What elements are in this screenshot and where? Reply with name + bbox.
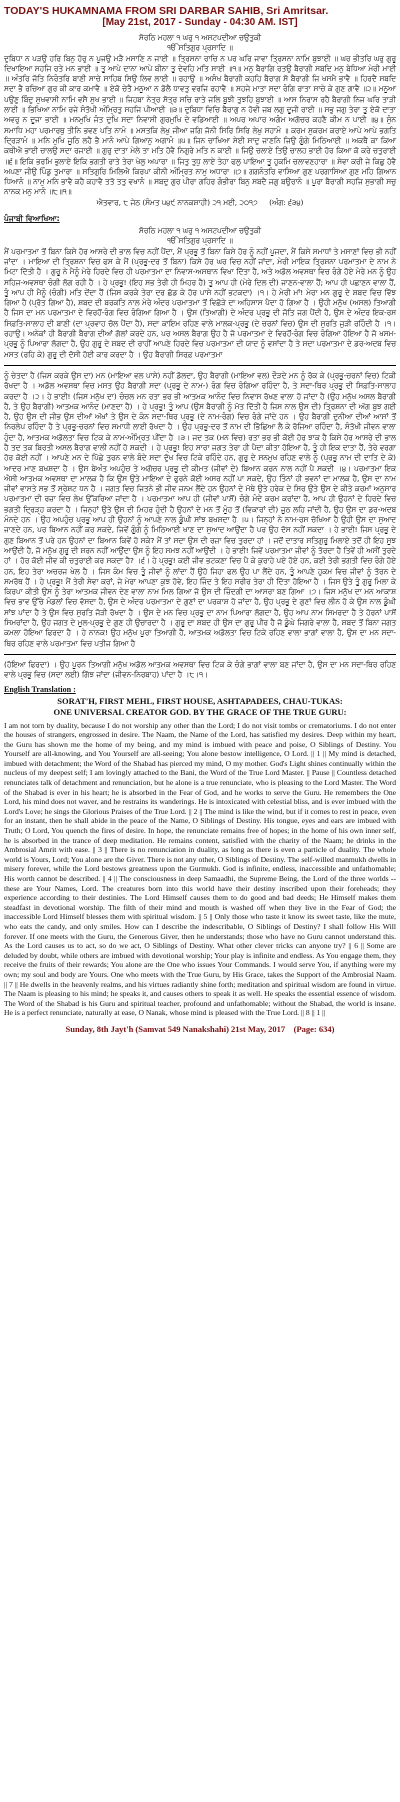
gurbani-date-row — [4, 198, 396, 208]
punjabi-paragraph-3: (ਹੋਇਆ ਫਿਰਦਾ) । ਉਹ ਪੂਰਨ ਤਿਆਗੀ ਮਨੁੱਖ ਅਡੋਲ ਆਤਮਕ ਅਵਸਥਾ ਵਿਚ ਟਿਕ ਕੇ ਚੰਗੇ ਭਾਗਾਂ ਵਾਲਾ ਬਣ ਜਾਂਦਾ ਹੈ, ਉਸ ਦਾ ਮਨ ਸਦਾ-ਥਿਰ ਰਹਿਣ ਵਾਲੇ ਪ੍ਰਭੂ ਵਿਚ (ਸਦਾ ਲਈ) ਗਿੱਝ ਜਾਂਦਾ (ਜੀਵਨ-ਨਿਰਬਾਹ) ਪਾਂਦਾ ਹੈ ।੮।੧। — [4, 659, 396, 680]
english-sub-heading-1: SORAT'H, FIRST MEHL, FIRST HOUSE, ASHTAPADEES, CHAU-TUKAS: — [57, 695, 343, 706]
gurbani-invocation: ੴ ਸਤਿਗੁਰ ਪ੍ਰਸਾਦਿ ॥ — [167, 43, 233, 53]
footer-page-ref: (Page: 634) — [293, 1023, 335, 1034]
punjabi-paragraph-1: ਮੈਂ ਪਰਮਾਤਮਾ ਤੋਂ ਬਿਨਾ ਕਿਸੇ ਹੋਰ ਆਸਰੇ ਦੀ ਭਾਲ ਵਿਚ ਨਹੀਂ ਪੈਂਦਾ, ਮੈਂ ਪ੍ਰਭੂ ਤੋਂ ਬਿਨਾ ਕਿਸੇ ਹੋਰ ਨੂੰ ਨਹੀਂ ਪੂਜਦਾ, ਮੈਂ ਕਿਸੇ ਸਮਾਧਾਂ ਤੇ ਮਸਾਣਾਂ ਵਿਚ ਭੀ ਨਹੀਂ ਜਾਂਦਾ । ਮਾਇਆ ਦੀ ਤ੍ਰਿਸ਼ਨਾ ਵਿਚ ਫਸ ਕੇ ਮੈਂ (ਪ੍ਰਭੂ-ਦਰ ਤੋਂ ਬਿਨਾ) ਕਿਸੇ ਹੋਰ ਘਰ ਵਿਚ ਨਹੀਂ ਜਾਂਦਾ, ਮੇਰੀ ਮਾਇਕ ਤ੍ਰਿਸ਼ਨਾ ਪਰਮਾਤਮਾ ਦੇ ਨਾਮ ਨੇ ਮਿਟਾ ਦਿੱਤੀ ਹੈ । ਗੁਰੂ ਨੇ ਮੈਨੂੰ ਮੇਰੇ ਹਿਰਦੇ ਵਿਚ ਹੀ ਪਰਮਾਤਮਾ ਦਾ ਨਿਵਾਸ-ਅਸਥਾਨ ਵਿਖਾ ਦਿੱਤਾ ਹੈ, ਅਤੇ ਅਡੋਲ ਅਵਸਥਾ ਵਿਚ ਰੰਗੇ ਹੋਏ ਮੇਰੇ ਮਨ ਨੂੰ ਉਹ ਸਹਿਜ-ਅਵਸਥਾ ਚੰਗੀ ਲੱਗ ਰਹੀ ਹੈ । ਹੇ ਪ੍ਰਭੂ! (ਇਹ ਸਭ ਤੇਰੀ ਹੀ ਮਿਹਰ ਹੈ) ਤੂ ਆਪ ਹੀ (ਮੇਰੇ ਦਿਲ ਦੀ) ਜਾਣਨ-ਵਾਲਾ ਹੈਂ; ਆਪ ਹੀ ਪਛਾਣਨ ਵਾਲਾ ਹੈਂ, ਤੂੰ ਆਪ ਹੀ ਮੈਨੂੰ (ਚੰਗੀ) ਮਤਿ ਦੇਂਦਾ ਹੈਂ (ਜਿਸ ਕਰਕੇ ਤੇਰਾ ਦਰ ਛੱਡ ਕੇ ਹੋਰ ਪਾਸੇ ਨਹੀਂ ਭਟਕਦਾ) ।੧। ਹੇ ਮੇਰੀ ਮਾਂ! ਮੇਰਾ ਮਨ ਗੁਰੂ ਦੇ ਸ਼ਬਦ ਵਿਚ ਵਿੱਝ ਗਿਆ ਹੈ (ਪ੍ਰੋਤ ਗਿਆ ਹੈ), ਸ਼ਬਦ ਦੀ ਬਰਕਤਿ ਨਾਲ ਮੇਰੇ ਅੰਦਰ ਪਰਮਾਤਮਾ ਤੋਂ ਵਿਛੋੜੇ ਦਾ ਅਹਿਸਾਸ ਪੈਦਾ ਹੋ ਗਿਆ ਹੈ । ਉਹੀ ਮਨੁੱਖ (ਅਸਲ) ਤਿਆਗੀ ਹੈ ਜਿਸ ਦਾ ਮਨ ਪਰਮਾਤਮਾ ਦੇ ਵਿਰਹੋਂ-ਰੰਗ ਵਿਚ ਰੰਗਿਆ ਗਿਆ ਹੈ । ਉਸ (ਤਿਆਗੀ) ਦੇ ਅੰਦਰ ਪ੍ਰਭੂ ਦੀ ਜੋਤਿ ਜਗ ਪੈਂਦੀ ਹੈ, ਉਸ ਦੇ ਅੰਦਰ ਇਕ-ਰਸ ਸਿਫ਼ਤਿ-ਸਾਲਾਹ ਦੀ ਬਾਣੀ (ਦਾ ਪ੍ਰਵਾਹ ਚੱਲ ਪੈਂਦਾ ਹੈ), ਸਦਾ ਕਾਇਮ ਰਹਿਣ ਵਾਲੇ ਮਾਲਕ-ਪ੍ਰਭੂ (ਦੇ ਚਰਨਾਂ ਵਿਚ) ਉਸ ਦੀ ਸੁਰਤਿ ਜੁੜੀ ਰਹਿੰਦੀ ਹੈ ।੧।ਰਹਾਉ। ਅਨੇਕਾਂ ਹੀ ਬੈਰਾਗੀ ਬੈਰਾਗ ਦੀਆਂ ਗੱਲਾਂ ਕਰਦੇ ਹਨ, ਪਰ ਅਸਲ ਬੈਰਾਗ ਉਹ ਹੈ ਜੋ ਪਰਮਾਤਮਾ ਦੇ ਵਿਰਹੋਂ-ਰੰਗ ਵਿਚ ਰੰਗਿਆ ਹੋਇਆ ਹੈ ਜੋ ਖਸਮ-ਪ੍ਰਭੂ ਨੂੰ ਪਿਆਰਾ ਲੱਗਦਾ ਹੈ, ਉਹ ਗੁਰੂ ਦੇ ਸ਼ਬਦ ਦੀ ਰਾਹੀਂ ਆਪਣੇ ਹਿਰਦੇ ਵਿਚ ਪਰਮਾਤਮਾ ਦੀ ਯਾਦ ਨੂੰ ਵਸਾਂਦਾ ਹੈ ਤੇ ਸਦਾ ਪਰਮਾਤਮਾ ਦੇ ਡਰ-ਅਦਬ ਵਿਚ ਮਸਤ (ਰਹਿ ਕੇ) ਗੁਰੂ ਦੀ ਦੱਸੀ ਹੋਈ ਕਾਰ ਕਰਦਾ ਹੈ । ਉਹ ਬੈਰਾਗੀ ਸਿਰਫ਼ ਪਰਮਾਤਮਾ — [4, 246, 397, 359]
gurbani-text: ਦੁਬਿਧਾ ਨ ਪੜਉ ਹਰਿ ਬਿਨੁ ਹੋਰੁ ਨ ਪੂਜਉ ਮੜੈ ਮਸਾਣਿ ਨ ਜਾਈ ॥ ਤ੍ਰਿਸਨਾ ਰਾਚਿ ਨ ਪਰ ਘਰਿ ਜਾਵਾ ਤ੍ਰਿਸਨਾ ਨਾਮਿ ਬੁਝਾਈ ॥ ਘਰ ਭੀਤਰਿ ਘਰੁ ਗੁਰੂ ਦਿਖਾਇਆ ਸਹਜਿ ਰਤੇ ਮਨ ਭਾਈ ॥ ਤੂ ਆਪੇ ਦਾਨਾ ਆਪੇ ਬੀਨਾ ਤੂ ਦੇਵਹਿ ਮਤਿ ਸਾਈ ॥੧॥ ਮਨੁ ਬੈਰਾਗਿ ਰਤਉ ਬੈਰਾਗੀ ਸਬਦਿ ਮਨੁ ਬੇਧਿਆ ਮੇਰੀ ਮਾਈ ॥ ਅੰਤਰਿ ਜੋਤਿ ਨਿਰੰਤਰਿ ਬਾਣੀ ਸਾਚੇ ਸਾਹਿਬ ਸਿਉ ਲਿਵ ਲਾਈ ॥ ਰਹਾਉ ॥ ਅਸੰਖ ਬੈਰਾਗੀ ਕਹਹਿ ਬੈਰਾਗ ਸੋ ਬੈਰਾਗੀ ਜਿ ਖਸਮੈ ਭਾਵੈ ॥ ਹਿਰਦੈ ਸਬਦਿ ਸਦਾ ਭੈ ਰਚਿਆ ਗੁਰ ਕੀ ਕਾਰ ਕਮਾਵੈ ॥ ਏਕੋ ਚੇਤੈ ਮਨੂਆ ਨ ਡੋਲੈ ਧਾਵਤੁ ਵਰਜਿ ਰਹਾਵੈ ॥ ਸਹਜੇ ਮਾਤਾ ਸਦਾ ਰੰਗਿ ਰਾਤਾ ਸਾਚੇ ਕੇ ਗੁਣ ਗਾਵੈ ॥੨॥ ਮਨੂਆ ਪਉਣੁ ਬਿੰਦੁ ਸੁਖਵਾਸੀ ਨਾਮਿ ਵਸੈ ਸੁਖ ਭਾਈ ॥ ਜਿਹਬਾ ਨੇਤ੍ਰ ਸੋਤ੍ਰ ਸਚਿ ਰਾਤੇ ਜਲਿ ਬੂਝੀ ਤੁਝਹਿ ਬੁਝਾਈ ॥ ਆਸ ਨਿਰਾਸ ਰਹੈ ਬੈਰਾਗੀ ਨਿਜ ਘਰਿ ਤਾੜੀ ਲਾਈ ॥ ਭਿਖਿਆ ਨਾਮਿ ਰਜੇ ਸੰਤੋਖੀ ਅੰਮ੍ਰਿਤੁ ਸਹਜਿ ਪੀਆਈ ॥੩॥ ਦੁਬਿਧਾ ਵਿਚਿ ਬੈਰਾਗੁ ਨ ਹੋਵੀ ਜਬ ਲਗੁ ਦੂਜੀ ਰਾਈ ॥ ਸਭੁ ਜਗੁ ਤੇਰਾ ਤੂ ਏਕੋ ਦਾਤਾ ਅਵਰੁ ਨ ਦੂਜਾ ਭਾਈ ॥ ਮਨਮੁਖਿ ਜੰਤ ਦੁਖਿ ਸਦਾ ਨਿਵਾਸੀ ਗੁਰਮੁਖਿ ਦੇ ਵਡਿਆਈ ॥ ਅਪਰ ਅਪਾਰ ਅਗੰਮ ਅਗੋਚਰ ਕਹਣੈ ਕੀਮ ਨ ਪਾਈ ॥੪॥ ਸੁੰਨ ਸਮਾਧਿ ਮਹਾ ਪਰਮਾਰਥੁ ਤੀਨਿ ਭਵਣ ਪਤਿ ਨਾਮੰ ॥ ਮਸਤਕਿ ਲੇਖੁ ਜੀਆ ਜਗਿ ਜੋਨੀ ਸਿਰਿ ਸਿਰਿ ਲੇਖੁ ਸਹਾਮੰ ॥ ਕਰਮ ਸੁਕਰਮ ਕਰਾਏ ਆਪੇ ਆਪੇ ਭਗਤਿ ਦ੍ਰਿੜਾਮੰ ॥ ਮਨਿ ਮੁਖਿ ਜੂਠਿ ਲਹੈ ਭੈ ਮਾਨੰ ਆਪੇ ਗਿਆਨੁ ਅਗਾਮੰ ॥੫॥ ਜਿਨ ਚਾਖਿਆ ਸੇਈ ਸਾਦੁ ਜਾਣਨਿ ਜਿਉ ਗੂੰਗੇ ਮਿਠਿਆਈ ॥ ਅਕਥੈ ਕਾ ਕਿਆ ਕਥੀਐ ਭਾਈ ਚਾਲਉ ਸਦਾ ਰਜਾਈ ॥ ਗੁਰੁ ਦਾਤਾ ਮੇਲੇ ਤਾ ਮਤਿ ਹੋਵੈ ਨਿਗੁਰੇ ਮਤਿ ਨ ਕਾਈ ॥ ਜਿਉ ਚਲਾਏ ਤਿਉ ਚਾਲਹ ਭਾਈ ਹੋਰ ਕਿਆ ਕੋ ਕਰੇ ਚਤੁਰਾਈ ॥੬॥ ਇਕਿ ਭਰਮਿ ਭੁਲਾਏ ਇਕਿ ਭਗਤੀ ਰਾਤੇ ਤੇਰਾ ਖੇਲੁ ਅਪਾਰਾ ॥ ਜਿਤੁ ਤੁਧੁ ਲਾਏ ਤੇਹਾ ਫਲੁ ਪਾਇਆ ਤੂ ਹੁਕਮਿ ਚਲਾਵਣਹਾਰਾ ॥ ਸੇਵਾ ਕਰੀ ਜੇ ਕਿਛੁ ਹੋਵੈ ਅਪਣਾ ਜੀਉ ਪਿੰਡੁ ਤੁਮਾਰਾ ॥ ਸਤਿਗੁਰਿ ਮਿਲਿਐ ਕਿਰਪਾ ਕੀਨੀ ਅੰਮ੍ਰਿਤ ਨਾਮੁ ਅਧਾਰਾ ॥੭॥ ਗਗਨੰਤਰਿ ਵਾਸਿਆ ਗੁਣ ਪਰਗਾਸਿਆ ਗੁਣ ਮਹਿ ਗਿਆਨ ਧਿਆਨੰ ॥ ਨਾਮੁ ਮਨਿ ਭਾਵੈ ਕਹੈ ਕਹਾਵੈ ਤਤੋ ਤਤੁ ਵਖਾਨੰ ॥ ਸਬਦੁ ਗੁਰ ਪੀਰਾ ਗਹਿਰ ਗੰਭੀਰਾ ਬਿਨੁ ਸਬਦੈ ਜਗੁ ਬਉਰਾਨੰ ॥ ਪੂਰਾ ਬੈਰਾਗੀ ਸਹਜਿ ਸੁਭਾਗੀ ਸਚੁ ਨਾਨਕ ਮਨੁ ਮਾਨੰ ॥੮॥੧॥ — [4, 53, 396, 197]
punjabi-invocation: ੴ ਸਤਿਗੁਰ ਪ੍ਰਸਾਦਿ ॥ — [167, 236, 233, 246]
punjabi-sub-heading: ਸੋਰਠਿ ਮਹਲਾ ੧ ਘਰੁ ੧ ਅਸਟਪਦੀਆ ਚਉਤੁਕੀ — [138, 226, 262, 236]
english-translation: I am not torn by duality, because I do not worship any other than the Lord; I do not visit tombs or crematoriums. I do not enter the houses of strangers, engrossed in desire. The Naam, the Name of the Lord, has satisfied my desires. Deep within my heart, the Guru has shown me the home of my being, and my mind is imbued with peace and poise, O Siblings of Destiny. You Yourself are all-knowing, and You Yourself are all-seeing; You alone bestow intelligence, O Lord. || 1 || My mind is detached, imbued with detachment; the Word of the Shabad has pierced my mind, O my mother. God's Light shines continually within the nucleus of my deepest self; I am lovingly attached to the Bani, the Word of the True Lord Master. || Pause || Countless detached renunciates talk of detachment and renunciation, but he alone is a true renunciate, who is pleasing to the Lord Master. The Word of the Shabad is ever in his heart; he is absorbed in the Fear of God, and he works to serve the Guru. He remembers the One Lord, his mind does not waver, and he restrains its wanderings. He is intoxicated with celestial bliss, and is ever imbued with the Lord's Love; he sings the Glorious Praises of the True Lord. || 2 || The mind is like the wind, but if it comes to rest in peace, even for an instant, then he shall abide in the peace of the Name, O Siblings of Destiny. His tongue, eyes and ears are imbued with Truth; O Lord, You quench the fires of desire. In hope, the renunciate remains free of hopes; in the home of his own inner self, he is absorbed in the trance of deep meditation. He remains content, satisfied with the charity of the Naam; he drinks in the Ambrosial Amrit with ease. || 3 || There is no renunciation in duality, as long as there is even a particle of duality. The whole world is Yours, Lord; You alone are the Giver. There is not any other, O Siblings of Destiny. The self-willed manmukh dwells in misery forever, while the Lord bestows greatness upon the Gurmukh. God is infinite, endless, inaccessible and unfathomable; His worth cannot be described. || 4 || The consciousness in deep Samaadhi, the Supreme Being, the Lord of the three worlds -- these are Your Names, Lord. The creatures born into this world have their destiny inscribed upon their foreheads; they experience according to their destinies. The Lord Himself causes them to do good and bad deeds; He Himself makes them steadfast in devotional worship. The filth of their mind and mouth is washed off when they live in the Fear of God; the inaccessible Lord Himself blesses them with spiritual wisdom. || 5 || Only those who taste it know its sweet taste, like the mute, who eats the candy, and only smiles. How can I describe the indescribable, O Siblings of Destiny? I shall follow His Will forever. If one meets with the Guru, the Generous Giver, then he understands; those who have no Guru cannot understand this. As the Lord causes us to act, so do we act, O Siblings of Destiny. What other clever tricks can anyone try? || 6 || Some are deluded by doubt, while others are imbued with devotional worship; Your play is infinite and endless. As You engage them, they receive the fruits of their rewards; You alone are the One who issues Your Commands. I would serve You, if anything were my own; my soul and body are Yours. One who meets with the True Guru, by His Grace, takes the Support of the Ambrosial Naam. || 7 || He dwells in the heavenly realms, and his virtues radiantly shine forth; meditation and spiritual wisdom are found in virtue. The Naam is pleasing to his mind; he speaks it, and causes others to speak it as well. He speaks the essential essence of wisdom. The Word of the Shabad is his Guru and spiritual teacher, profound and unfathomable; without the Shabad, the world is insane. He is a perfect renunciate, naturally at ease, O Nanak, whose mind is pleased with the True Lord. || 8 || 1 || — [4, 720, 396, 1018]
page-subtitle: [May 21st, 2017 - Sunday - 04:30 AM. IST] — [102, 17, 298, 28]
punjabi-heading: ਪੰਜਾਬੀ ਵਿਆਖਿਆ: — [4, 214, 60, 224]
page-title: TODAY'S HUKAMNAMA FROM SRI DARBAR SAHIB, Sri Amritsar. — [4, 5, 329, 17]
divider — [4, 365, 396, 366]
gurbani-heading: ਸੋਰਠਿ ਮਹਲਾ ੧ ਘਰੁ ੧ ਅਸਟਪਦੀਆ ਚਉਤੁਕੀ — [138, 33, 262, 42]
english-sub-heading-2: ONE UNIVERSAL CREATOR GOD. BY THE GRACE OF THE TRUE GURU: — [53, 706, 347, 717]
punjabi-paragraph-2: ਨੂੰ ਚੇਤਦਾ ਹੈ (ਜਿਸ ਕਰਕੇ ਉਸ ਦਾ) ਮਨ (ਮਾਇਆ ਵਲ ਪਾਸੇ) ਨਹੀਂ ਡੋਲਦਾ, ਉਹ ਬੈਰਾਗੀ (ਮਾਇਆ ਵਲ) ਦੌੜਦੇ ਮਨ ਨੂੰ ਰੋਕ ਕੇ (ਪ੍ਰਭੂ-ਚਰਨਾਂ ਵਿਚ) ਟਿਕੀ ਰੱਖਦਾ ਹੈ । ਅਡੋਲ ਅਵਸਥਾ ਵਿਚ ਮਸਤ ਉਹ ਬੈਰਾਗੀ ਸਦਾ (ਪ੍ਰਭੂ ਦੇ ਨਾਮ-) ਰੰਗ ਵਿਚ ਰੰਗਿਆ ਰਹਿੰਦਾ ਹੈ, ਤੇ ਸਦਾ-ਥਿਰ ਪ੍ਰਭੂ ਦੀ ਸਿਫ਼ਤਿ-ਸਾਲਾਹ ਕਰਦਾ ਹੈ ।੨। ਹੇ ਭਾਈ! (ਜਿਸ ਮਨੁੱਖ ਦਾ) ਚੰਚਲ ਮਨ ਰਤਾ ਭਰ ਭੀ ਆਤਮਕ ਆਨੰਦ ਵਿਚ ਨਿਵਾਸ ਰੱਖਣ ਵਾਲਾ ਹੋ ਜਾਂਦਾ ਹੈ (ਉਹ ਮਨੁੱਖ ਅਸਲ ਬੈਰਾਗੀ ਹੈ, ਤੇ ਉਹ ਬੈਰਾਗੀ) ਆਤਮਕ ਆਨੰਦ (ਮਾਣਦਾ ਹੈ) । ਹੇ ਪ੍ਰਭੂ! ਤੂੰ ਆਪ (ਉਸ ਬੈਰਾਗੀ ਨੂੰ ਮੱਤ ਦਿੱਤੀ ਹੈ ਜਿਸ ਨਾਲ ਉਸ ਦੀ) ਤ੍ਰਿਸ਼ਨਾ ਦੀ ਅੱਗ ਬੁਝ ਗਈ ਹੈ, ਉਹ ਉਸ ਦੀ ਜੀਭ ਉਸ ਦੀਆਂ ਅੱਖਾਂ ਤੇ ਉਸ ਦੇ ਕੰਨ ਸਦਾ-ਥਿਰ ਪ੍ਰਭੂ (ਦੇ ਨਾਮ-ਰੰਗ) ਵਿਚ ਰੰਗੇ ਜਾਂਦੇ ਹਨ । ਉਹ ਬੈਰਾਗੀ ਦੁਨੀਆ ਦੀਆਂ ਆਸਾਂ ਤੋਂ ਨਿਰਲੇਪ ਰਹਿੰਦਾ ਹੈ ਤੇ ਪ੍ਰਭੂ-ਚਰਨਾਂ ਵਿਚ ਸਮਾਧੀ ਲਾਈ ਰੱਖਦਾ ਹੈ । ਉਹ ਪ੍ਰਭੂ-ਦਰ ਤੋਂ ਨਾਮ ਦੀ ਭਿੱਛਿਆ ਲੈ ਕੇ ਰੱਜਿਆ ਰਹਿੰਦਾ ਹੈ, ਸੰਤੋਖੀ ਜੀਵਨ ਵਾਲਾ ਹੁੰਦਾ ਹੈ, ਆਤਮਕ ਅਡੋਲਤਾ ਵਿਚ ਟਿਕ ਕੇ ਨਾਮ-ਅੰਮ੍ਰਿਤ ਪੀਂਦਾ ਹੈ ।੩। ਜਦ ਤਕ (ਮਨ ਵਿਚ) ਰਤਾ ਭਰ ਭੀ ਕੋਈ ਹੋਰ ਝਾਕ ਹੈ ਕਿਸੇ ਹੋਰ ਆਸਰੇ ਦੀ ਭਾਲ ਹੈ ਤਦ ਤਕ ਬਿਰਤੀ ਅਸਲ ਬੈਰਾਗ ਵਾਲੀ ਨਹੀਂ ਹੋ ਸਕਦੀ । ਹੇ ਪ੍ਰਭੂ! ਇਹ ਸਾਰਾ ਜਗਤ ਤੇਰਾ ਹੀ ਪੈਦਾ ਕੀਤਾ ਹੋਇਆ ਹੈ, ਤੂੰ ਹੀ ਇਕ ਦਾਤਾ ਹੈਂ, ਤੇਰੇ ਵਰਗਾ ਹੋਰ ਕੋਈ ਨਹੀਂ । ਆਪਣੇ ਮਨ ਦੇ ਪਿੱਛੇ ਤੁਰਨ ਵਾਲੇ ਬੰਦੇ ਸਦਾ ਦੁੱਖ ਵਿਚ ਟਿਕੇ ਰਹਿੰਦੇ ਹਨ, ਗੁਰੂ ਦੇ ਸਨਮੁਖ ਰਹਿਣ ਵਾਲੇ ਨੂੰ (ਪ੍ਰਭੂ ਨਾਮ ਦੀ ਦਾਤਿ ਦੇ ਕੇ) ਆਦਰ ਮਾਣ ਬਖਸ਼ਦਾ ਹੈ । ਉਸ ਬੇਅੰਤ ਅਪਹੁੰਚ ਤੇ ਅਗੋਚਰ ਪ੍ਰਭੂ ਦੀ ਕੀਮਤ (ਜੀਵਾਂ ਦੇ) ਬਿਆਨ ਕਰਨ ਨਾਲ ਨਹੀਂ ਪੈ ਸਕਦੀ ।੪। ਪਰਮਾਤਮਾ ਇਕ ਐਸੀ ਆਤਮਕ ਅਵਸਥਾ ਦਾ ਮਾਲਕ ਹੈ ਕਿ ਉਸ ਉਤੇ ਮਾਇਆ ਦੇ ਫੁਰਨੇ ਕੋਈ ਅਸਰ ਨਹੀਂ ਪਾ ਸਕਦੇ, ਉਹ ਤਿੰਨਾਂ ਹੀ ਭਵਨਾਂ ਦਾ ਮਾਲਕ ਹੈ, ਉਸ ਦਾ ਨਾਮ ਜੀਵਾਂ ਵਾਸਤੇ ਸਭ ਤੋਂ ਸ੍ਰੇਸ਼ਟ ਧਨ ਹੈ । ਜਗਤ ਵਿਚ ਜਿਤਨੇ ਭੀ ਜੀਵ ਜਨਮ ਲੈਂਦੇ ਹਨ ਉਹਨਾਂ ਦੇ ਮੱਥੇ ਉਤੇ ਹਰੇਕ ਦੇ ਸਿਰ ਉਤੇ ਉਸ ਦੇ ਕੀਤੇ ਕਰਮਾਂ ਅਨੁਸਾਰ ਪਰਮਾਤਮਾ ਦੀ ਰਜ਼ਾ ਵਿਚ ਲੇਖ ਉੱਕਰਿਆ ਜਾਂਦਾ ਹੈ । ਪਰਮਾਤਮਾ ਆਪ ਹੀ (ਜੀਵਾਂ ਪਾਸੋਂ) ਚੰਗੇ ਮੰਦੇ ਕਰਮ ਕਰਾਂਦਾ ਹੈ, ਆਪ ਹੀ ਉਹਨਾਂ ਦੇ ਹਿਰਦੇ ਵਿਚ ਭਗਤੀ ਦ੍ਰਿੜ੍ਹ ਕਰਦਾ ਹੈ । ਜਿਨ੍ਹਾਂ ਉਤੇ ਉਸ ਦੀ ਮਿਹਰ ਹੁੰਦੀ ਹੈ ਉਹਨਾਂ ਦੇ ਮਨ ਤੋਂ ਮੂੰਹ ਤੋਂ (ਵਿਕਾਰਾਂ ਦੀ) ਜੂਠ ਲਹਿ ਜਾਂਦੀ ਹੈ, ਉਹ ਉਸ ਦਾ ਡਰ-ਅਦਬ ਮੰਨਦੇ ਹਨ । ਉਹ ਅਪਹੁੰਚ ਪ੍ਰਭੂ ਆਪ ਹੀ ਉਹਨਾਂ ਨੂੰ ਆਪਣੇ ਨਾਲ ਡੂੰਘੀ ਸਾਂਝ ਬਖਸ਼ਦਾ ਹੈ ।੫। ਜਿਨ੍ਹਾਂ ਨੇ ਨਾਮ-ਰਸ ਚੱਖਿਆ ਹੈ ਉਹੀ ਉਸ ਦਾ ਸੁਆਦ ਜਾਣਦੇ ਹਨ, ਪਰ ਬਿਆਨ ਨਹੀਂ ਕਰ ਸਕਦੇ, ਜਿਵੇਂ ਗੂੰਗੇ ਨੂੰ ਮਿਠਿਆਈ ਖਾਣ ਦਾ ਸੁਆਦ ਆਉਂਦਾ ਹੈ ਪਰ ਉਹ ਦੱਸ ਨਹੀਂ ਸਕਦਾ । ਹੇ ਭਾਈ! ਜਿਸ ਪ੍ਰਭੂ ਦੇ ਗੁਣ ਬਿਆਨ ਤੋਂ ਪਰੇ ਹਨ ਉਹਨਾਂ ਦਾ ਬਿਆਨ ਕਿਵੇਂ ਹੋ ਸਕੇ? ਮੈਂ ਤਾਂ ਸਦਾ ਉਸ ਦੀ ਰਜ਼ਾ ਵਿਚ ਤੁਰਦਾ ਹਾਂ । ਜਦੋਂ ਦਾਤਾਰ ਸਤਿਗੁਰੂ ਮਿਲਾਏ ਤਦੋਂ ਹੀ ਇਹ ਸੂਝ ਆਉਂਦੀ ਹੈ, ਜੋ ਮਨੁੱਖ ਗੁਰੂ ਦੀ ਸ਼ਰਨ ਨਹੀਂ ਆਉਂਦਾ ਉਸ ਨੂੰ ਇਹ ਸਮਝ ਨਹੀਂ ਆਉਂਦੀ । ਹੇ ਭਾਈ! ਜਿਵੇਂ ਪਰਮਾਤਮਾ ਜੀਵਾਂ ਨੂੰ ਤੋਰਦਾ ਹੈ ਤਿਵੇਂ ਹੀ ਅਸੀਂ ਤੁਰਦੇ ਹਾਂ । ਹੋਰ ਕੋਈ ਜੀਵ ਕੀ ਚਤੁਰਾਈ ਕਰ ਸਕਦਾ ਹੈ? ।੬। ਹੇ ਪ੍ਰਭੂ! ਕਈ ਜੀਵ ਭਟਕਣਾ ਵਿਚ ਪੈ ਕੇ ਕੁਰਾਹੇ ਪਏ ਹੋਏ ਹਨ, ਕਈ ਤੇਰੀ ਭਗਤੀ ਵਿਚ ਰੰਗੇ ਹੋਏ ਹਨ, ਇਹ ਤੇਰਾ ਅਚਰਜ ਖੇਲ ਹੈ । ਜਿਸ ਕੰਮ ਵਿਚ ਤੂੰ ਜੀਵਾਂ ਨੂੰ ਲਾਂਦਾ ਹੈਂ ਉਹੋ ਜਿਹਾ ਫਲ ਉਹ ਪਾ ਲੈਂਦੇ ਹਨ, ਤੂੰ ਆਪਣੇ ਹੁਕਮ ਵਿਚ ਜੀਵਾਂ ਨੂੰ ਤੋਰਨ ਦੇ ਸਮਰੱਥ ਹੈਂ । ਹੇ ਪ੍ਰਭੂ! ਮੈਂ ਤੇਰੀ ਸੇਵਾ ਕਰਾਂ, ਜੇ ਮੇਰਾ ਆਪਣਾ ਕੁਝ ਹੋਵੇ, ਇਹ ਜਿੰਦ ਤੇ ਇਹ ਸਰੀਰ ਤੇਰਾ ਹੀ ਦਿੱਤਾ ਹੋਇਆ ਹੈ । ਜਿਸ ਉਤੇ ਤੂੰ ਗੁਰੂ ਮਿਲਾ ਕੇ ਕਿਰਪਾ ਕੀਤੀ ਉਸ ਨੂੰ ਤੇਰਾ ਆਤਮਕ ਜੀਵਨ ਦੇਣ ਵਾਲਾ ਨਾਮ ਮਿਲ ਗਿਆ ਜੋ ਉਸ ਦੀ ਜ਼ਿੰਦਗੀ ਦਾ ਆਸਰਾ ਬਣ ਗਿਆ ।੭। ਜਿਸ ਮਨੁੱਖ ਦਾ ਮਨ ਆਕਾਸ਼ ਵਿਚ ਭਾਵ ਉੱਚੇ ਮੰਡਲਾਂ ਵਿਚ ਵੱਸਦਾ ਹੈ, ਉਸ ਦੇ ਅੰਦਰ ਪਰਮਾਤਮਾ ਦੇ ਗੁਣਾਂ ਦਾ ਪਰਕਾਸ਼ ਹੋ ਜਾਂਦਾ ਹੈ, ਉਹ ਪ੍ਰਭੂ ਦੇ ਗੁਣਾਂ ਵਿਚ ਲੀਨ ਹੋ ਕੇ ਉਸ ਨਾਲ ਡੂੰਘੀ ਸਾਂਝ ਪਾਂਦਾ ਹੈ ਤੇ ਉਸ ਵਿਚ ਸੁਰਤਿ ਜੋੜੀ ਰੱਖਦਾ ਹੈ । ਉਸ ਦੇ ਮਨ ਵਿਚ ਪ੍ਰਭੂ ਦਾ ਨਾਮ ਪਿਆਰਾ ਲੱਗਦਾ ਹੈ, ਉਹ ਆਪ ਨਾਮ ਸਿਮਰਦਾ ਹੈ ਤੇ ਹੋਰਨਾਂ ਪਾਸੋਂ ਸਿਮਰਾਂਦਾ ਹੈ, ਉਹ ਜਗਤ ਦੇ ਮੂਲ-ਪ੍ਰਭੂ ਦੇ ਗੁਣ ਹੀ ਉਚਾਰਦਾ ਹੈ । ਗੁਰੂ ਦਾ ਸ਼ਬਦ ਹੀ ਉਸ ਦਾ ਗੁਰੂ ਪੀਰ ਹੈ ਜੋ ਡੂੰਘੇ ਜਿਗਰੇ ਵਾਲਾ ਹੈ, ਸ਼ਬਦ ਤੋਂ ਬਿਨਾ ਜਗਤ ਕਮਲਾ ਹੋਇਆ ਫਿਰਦਾ ਹੈ । ਹੇ ਨਾਨਕ! ਉਹ ਮਨੁੱਖ ਪੂਰਾ ਤਿਆਗੀ ਹੈ, ਆਤਮਕ ਅਡੋਲਤਾ ਵਿਚ ਟਿਕੇ ਰਹਿਣ ਵਾਲਾ ਭਾਗਾਂ ਵਾਲਾ ਹੈ, ਉਸ ਦਾ ਮਨ ਸਦਾ-ਥਿਰ ਰਹਿਣ ਵਾਲੇ ਪਰਮਾਤਮਾ ਵਿਚ ਪਤੀਜ ਗਿਆ ਹੈ — [4, 370, 396, 648]
footer-date-line: Sunday, 8th Jayt'h (Samvat 549 Nanakshahi) 21st May, 2017 — [65, 1023, 286, 1034]
gurbani-date-line: ਐਤਵਾਰ, ੮ ਜੇਠ (ਸੰਮਤ ੫੪੯ ਨਾਨਕਸ਼ਾਹੀ) ੨੧ ਮਈ, ੨੦੧੭ — [96, 197, 258, 207]
footer-date — [4, 1024, 396, 1034]
english-heading: English Translation : — [4, 684, 76, 694]
gurbani-page-ref: (ਅੰਗ: ੬੩੪) — [269, 197, 304, 207]
hukamnama-page — [4, 5, 396, 1034]
divider — [4, 654, 396, 655]
